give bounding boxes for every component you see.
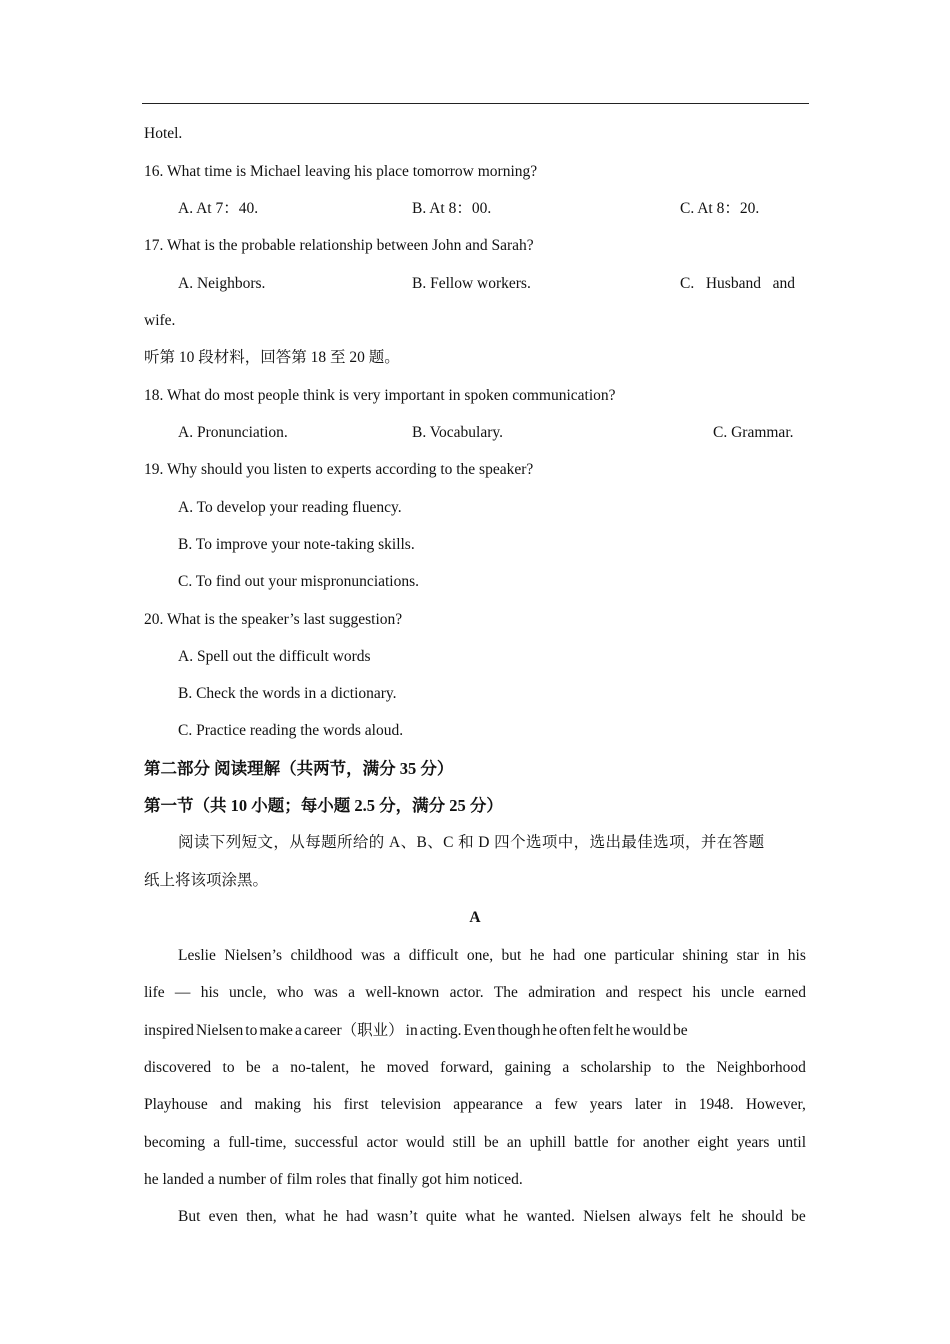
q17-option-c: C. Husband and bbox=[680, 275, 795, 292]
passage-line-5: Playhouse and making his first television appearance a few years later in 1948. However, bbox=[144, 1096, 806, 1113]
q18-option-a: A. Pronunciation. bbox=[178, 424, 288, 441]
reading-instruction-line-1: 阅读下列短文，从每题所给的 A、B、C 和 D 四个选项中，选出最佳选项，并在答题 bbox=[178, 834, 765, 851]
passage-line-8: But even then, what he had wasn’t quite what he wanted. Nielsen always felt he should be bbox=[178, 1208, 806, 1225]
passage-line-2: life — his uncle, who was a well-known actor. The admiration and respect his uncle earned bbox=[144, 984, 806, 1001]
q16-option-c: C. At 8：20. bbox=[680, 200, 760, 217]
q17-option-c-continued: wife. bbox=[144, 312, 176, 329]
q20-option-c: C. Practice reading the words aloud. bbox=[178, 722, 404, 739]
passage-line-1: Leslie Nielsen’s childhood was a difficult one, but he had one particular shining star in his bbox=[178, 947, 806, 964]
q16-option-b: B. At 8：00. bbox=[412, 200, 492, 217]
passage-title: A bbox=[469, 909, 481, 926]
question-19: 19. Why should you listen to experts according to the speaker? bbox=[144, 461, 534, 478]
passage-line-6: becoming a full-time, successful actor would still be an uphill battle for another eight years until bbox=[144, 1134, 806, 1151]
section-one-heading: 第一节（共 10 小题；每小题 2.5 分，满分 25 分） bbox=[144, 796, 503, 815]
question-20: 20. What is the speaker’s last suggestion? bbox=[144, 611, 403, 628]
continued-line: Hotel. bbox=[144, 125, 183, 142]
q18-option-c: C. Grammar. bbox=[713, 424, 794, 441]
question-16: 16. What time is Michael leaving his place tomorrow morning? bbox=[144, 163, 538, 180]
passage-line-7: he landed a number of film roles that finally got him noticed. bbox=[144, 1171, 523, 1188]
header-rule bbox=[142, 103, 809, 104]
q20-option-b: B. Check the words in a dictionary. bbox=[178, 685, 397, 702]
q19-option-b: B. To improve your note-taking skills. bbox=[178, 536, 415, 553]
q19-option-c: C. To find out your mispronunciations. bbox=[178, 573, 420, 590]
question-18: 18. What do most people think is very important in spoken communication? bbox=[144, 387, 616, 404]
q20-option-a: A. Spell out the difficult words bbox=[178, 648, 371, 665]
q16-option-a: A. At 7：40. bbox=[178, 200, 259, 217]
passage-line-4: discovered to be a no-talent, he moved forward, gaining a scholarship to the Neighborhood bbox=[144, 1059, 806, 1076]
q19-option-a: A. To develop your reading fluency. bbox=[178, 499, 402, 516]
q17-option-a: A. Neighbors. bbox=[178, 275, 266, 292]
part-two-heading: 第二部分 阅读理解（共两节，满分 35 分） bbox=[144, 759, 454, 778]
q17-option-b: B. Fellow workers. bbox=[412, 275, 531, 292]
passage-line-3: inspired Nielsen to make a career（职业） in acting. Even though he often felt he would be bbox=[144, 1022, 688, 1039]
reading-instruction-line-2: 纸上将该项涂黑。 bbox=[144, 872, 269, 889]
section-10-instruction: 听第 10 段材料，回答第 18 至 20 题。 bbox=[144, 349, 400, 366]
question-17: 17. What is the probable relationship between John and Sarah? bbox=[144, 237, 534, 254]
q18-option-b: B. Vocabulary. bbox=[412, 424, 503, 441]
